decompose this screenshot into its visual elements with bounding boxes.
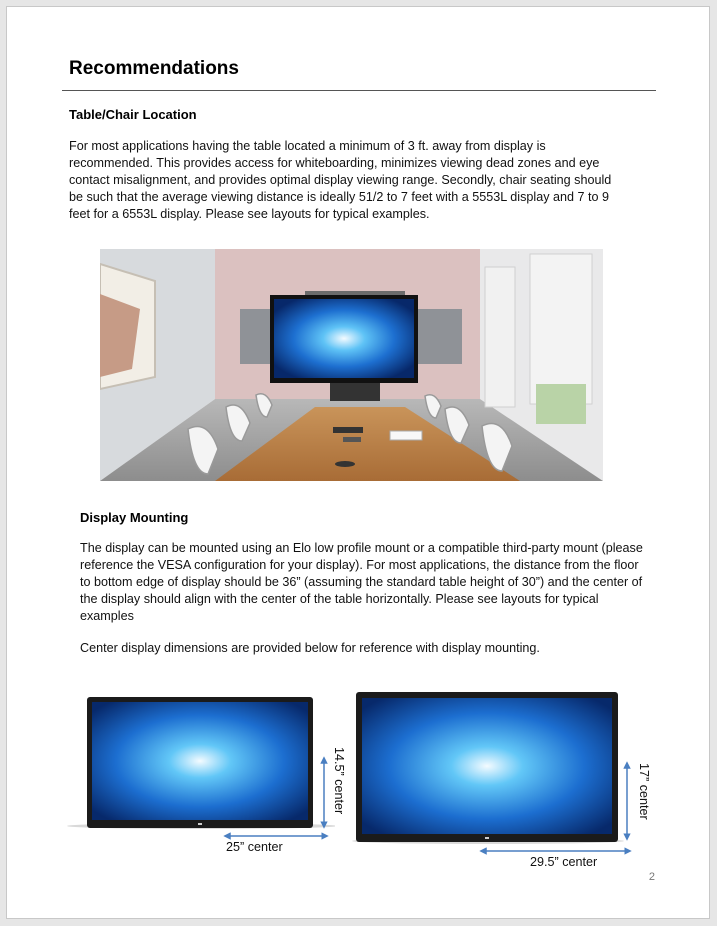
display-6553l-width-label: 29.5” center: [530, 855, 598, 869]
display-5553l-width-label: 25” center: [226, 840, 283, 854]
conference-room-photo: [100, 249, 603, 481]
display-5553l-diagram: [65, 692, 335, 852]
page-number: 2: [648, 871, 655, 883]
page-title: Recommendations: [69, 58, 239, 79]
document-page: [6, 6, 710, 919]
section-body-display-mounting: The display can be mounted using an Elo low profile mount or a compatible third-party mount (please reference the VESA configuration for your display). For most applications, the distance from the floor to bottom edge of display should be 36” (assuming the standard table height of 30”) and the center of the display should align with the center of the table horizontally. Please see layouts for typical examples: [80, 541, 643, 623]
section-heading-table-chair: Table/Chair Location: [69, 107, 197, 122]
section-heading-display-mounting: Display Mounting: [80, 510, 189, 525]
display-6553l-diagram: [350, 687, 635, 862]
display-dimensions-note: Center display dimensions are provided below for reference with display mounting.: [80, 641, 540, 655]
section-body-table-chair: For most applications having the table located a minimum of 3 ft. away from display is recommended. This provides access for whiteboarding, minimizes viewing dead zones and eye contact misalignment, and provides optimal display viewing range. Secondly, chair seating should be such that the average viewing distance is ideally 51/2 to 7 feet with a 5553L display and 7 to 9 feet for a 6553L display. Please see layouts for typical examples.: [69, 139, 612, 221]
display-5553l-height-label: 14.5” center: [332, 747, 346, 815]
display-6553l-height-label: 17” center: [637, 763, 651, 820]
title-divider: [62, 90, 656, 91]
